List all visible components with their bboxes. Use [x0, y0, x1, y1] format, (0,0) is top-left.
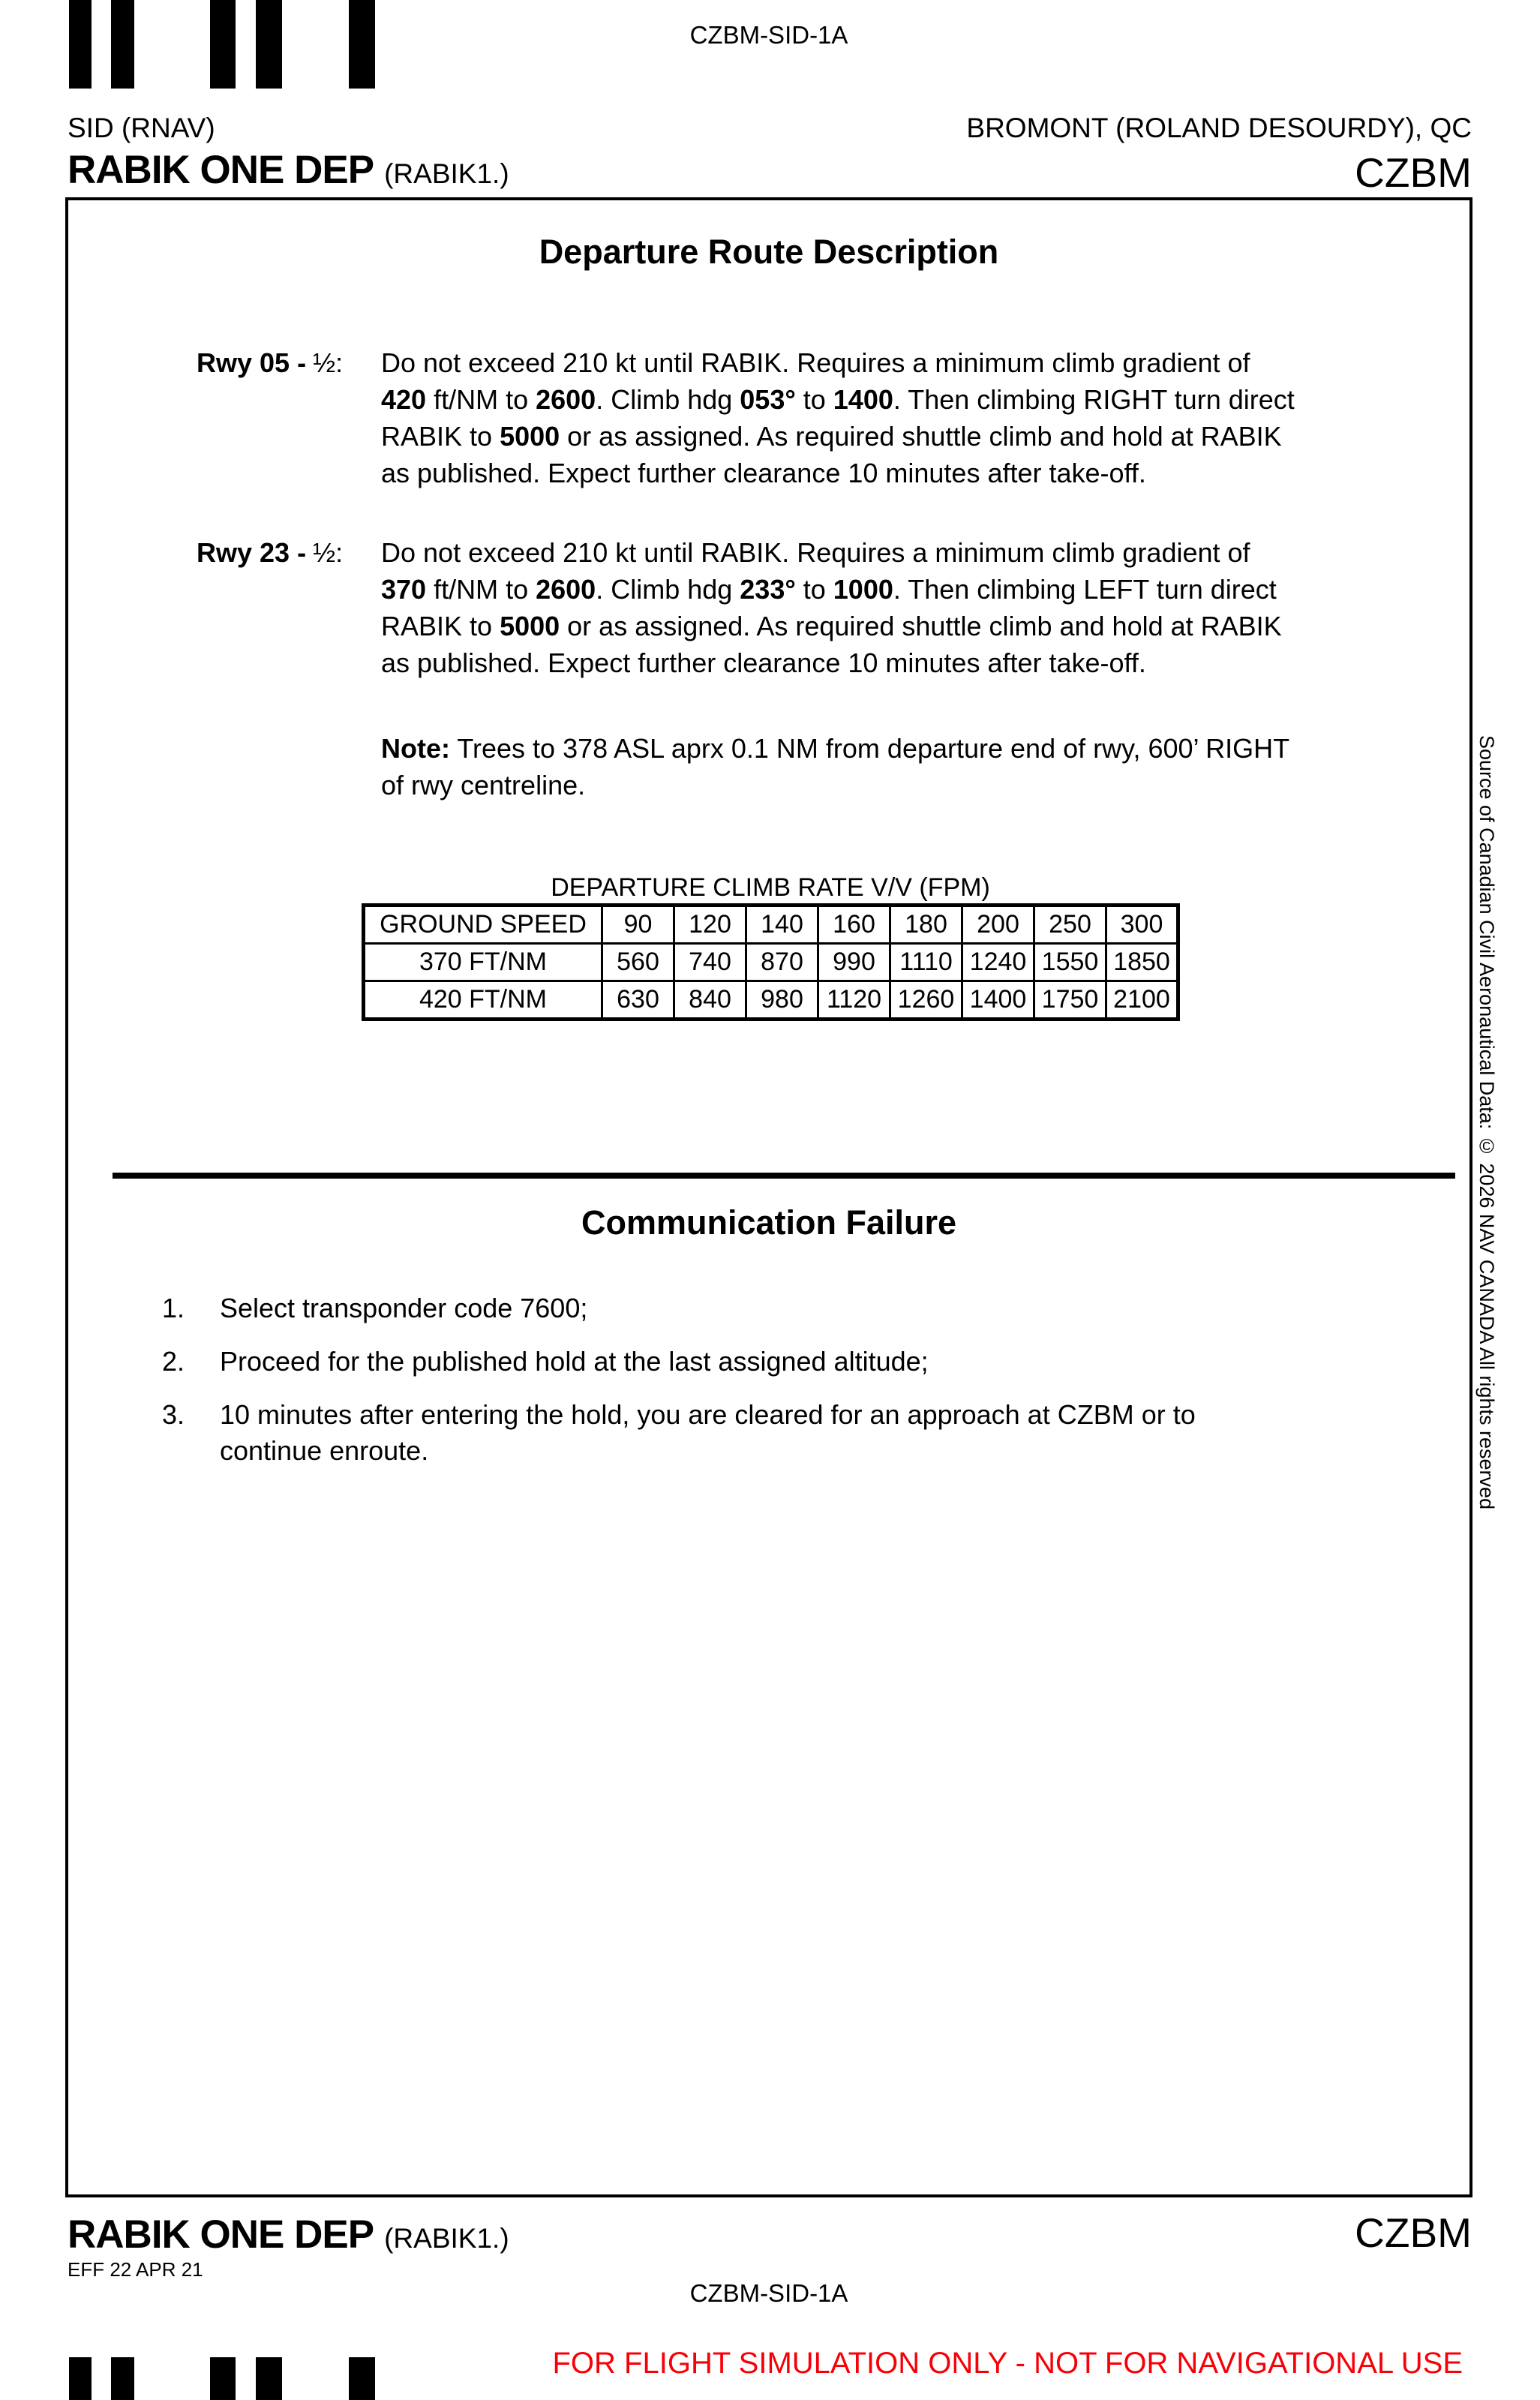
procedure-suffix: (RABIK1.): [384, 158, 509, 189]
rwy05-description: Do not exceed 210 kt until RABIK. Requires a minimum climb gradient of 420 ft/NM to 2600. Climb hdg 053° to 1400. Then climbing RIGHT turn direct RABIK to 5000 or as assigned. As required shuttle climb and hold at RABIK as published. Expect further clearance 10 minutes after take-off.: [381, 347, 1295, 488]
table-row: [364, 981, 1178, 1020]
list-item: [162, 1290, 1452, 1326]
table-cell: 2100: [1106, 981, 1178, 1020]
table-cell: 1400: [962, 981, 1034, 1020]
table-cell: 1120: [818, 981, 890, 1020]
table-cell: 90: [602, 906, 674, 944]
procedure-title-header: [68, 147, 509, 193]
climb-rate-table: [362, 903, 1180, 1021]
airport-icao-footer: CZBM: [1355, 2209, 1472, 2256]
table-cell: 160: [818, 906, 890, 944]
airport-name: BROMONT (ROLAND DESOURDY), QC: [966, 113, 1472, 143]
list-item-text: Proceed for the published hold at the last assigned altitude;: [220, 1346, 929, 1377]
list-item: [162, 1397, 1452, 1469]
procedure-name: RABIK ONE DEP: [68, 148, 374, 192]
procedure-title-footer: [68, 2212, 509, 2257]
procedure-name-footer: RABIK ONE DEP: [68, 2212, 374, 2257]
rwy05-label: Rwy 05 - ½:: [197, 347, 344, 378]
chart-index-code-top: CZBM-SID-1A: [689, 21, 848, 49]
climb-table-title: DEPARTURE CLIMB RATE V/V (FPM): [551, 873, 990, 902]
table-cell: 250: [1034, 906, 1106, 944]
chart-border-box: [65, 197, 1472, 2197]
chart-index-code-bottom: CZBM-SID-1A: [689, 2279, 848, 2307]
table-cell: 560: [602, 944, 674, 981]
rwy23-label: Rwy 23 - ½:: [197, 537, 344, 568]
comm-failure-heading: Communication Failure: [581, 1203, 957, 1242]
table-cell: 180: [890, 906, 962, 944]
table-row: [364, 906, 1178, 944]
list-item-number: 3.: [162, 1399, 185, 1430]
table-cell: 120: [674, 906, 746, 944]
table-cell: 980: [746, 981, 818, 1020]
departure-route-heading: Departure Route Description: [539, 233, 999, 271]
table-cell: 630: [602, 981, 674, 1020]
obstacle-note: Note: Trees to 378 ASL aprx 0.1 NM from departure end of rwy, 600’ RIGHT of rwy centreline.: [381, 733, 1290, 801]
table-cell: 140: [746, 906, 818, 944]
table-cell: 200: [962, 906, 1034, 944]
table-cell: 1550: [1034, 944, 1106, 981]
table-cell: GROUND SPEED: [364, 906, 602, 944]
rwy23-description: Do not exceed 210 kt until RABIK. Requires a minimum climb gradient of 370 ft/NM to 2600. Climb hdg 233° to 1000. Then climbing LEFT turn direct RABIK to 5000 or as assigned. As required shuttle climb and hold at RABIK as published. Expect further clearance 10 minutes after take-off.: [381, 537, 1282, 678]
table-cell: 1240: [962, 944, 1034, 981]
section-divider: [113, 1173, 1455, 1179]
table-cell: 1260: [890, 981, 962, 1020]
table-cell: 840: [674, 981, 746, 1020]
table-cell: 1850: [1106, 944, 1178, 981]
table-cell: 300: [1106, 906, 1178, 944]
chart-type-label: SID (RNAV): [68, 113, 215, 143]
list-item-text: Select transponder code 7600;: [220, 1293, 588, 1323]
list-item-number: 1.: [162, 1293, 185, 1323]
list-item-number: 2.: [162, 1346, 185, 1377]
table-cell: 870: [746, 944, 818, 981]
table-cell: 1110: [890, 944, 962, 981]
table-cell: 370 FT/NM: [364, 944, 602, 981]
comm-failure-list: [162, 1290, 1452, 1486]
effective-date: EFF 22 APR 21: [68, 2258, 203, 2281]
list-item-text: 10 minutes after entering the hold, you are cleared for an approach at CZBM or to continue enroute.: [220, 1399, 1196, 1466]
table-cell: 1750: [1034, 981, 1106, 1020]
procedure-suffix-footer: (RABIK1.): [384, 2223, 509, 2254]
list-item: [162, 1344, 1452, 1380]
table-cell: 740: [674, 944, 746, 981]
table-row: [364, 944, 1178, 981]
airport-icao-header: CZBM: [1355, 149, 1472, 196]
simulation-disclaimer: FOR FLIGHT SIMULATION ONLY - NOT FOR NAVIGATIONAL USE: [552, 2347, 1463, 2380]
table-cell: 420 FT/NM: [364, 981, 602, 1020]
copyright-sidebar: Source of Canadian Civil Aeronautical Data: © 2026 NAV CANADA All rights reserved: [1475, 735, 1498, 1510]
table-cell: 990: [818, 944, 890, 981]
